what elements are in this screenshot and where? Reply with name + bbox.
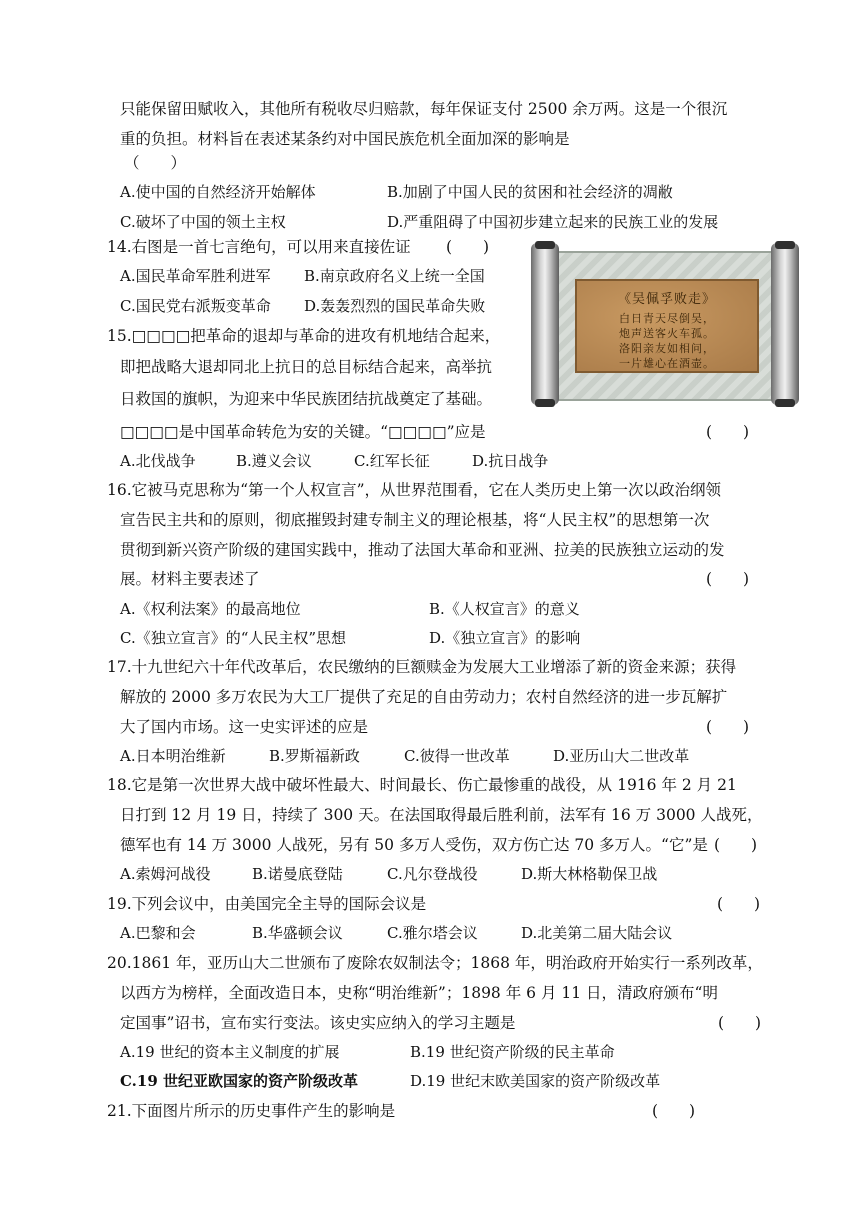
- q15-option-a: A.北伐战争: [120, 452, 196, 470]
- q14-option-c: C.国民党右派叛变革命: [120, 297, 271, 315]
- q14-answer-paren: ( ): [446, 238, 490, 256]
- poem-line-2: 炮声送客火车孤。: [619, 327, 715, 340]
- q19-option-c: C.雅尔塔会议: [387, 924, 478, 942]
- q19-option-b: B.华盛顿会议: [252, 924, 343, 942]
- q15-answer-paren: ( ): [706, 423, 750, 441]
- q15-option-c: C.红军长征: [354, 452, 430, 470]
- q20-option-d: D.19 世纪末欧美国家的资产阶级改革: [410, 1072, 661, 1090]
- q17-text-line-1: 17.十九世纪六十年代改革后，农民缴纳的巨额赎金为发展大工业增添了新的资金来源；获得: [107, 658, 737, 676]
- q20-text-line-1: 20.1861 年，亚历山大二世颁布了废除农奴制法令；1868 年，明治政府开始实行一系列改革，: [107, 954, 763, 972]
- q18-text-line-3: [120, 835, 758, 855]
- q19-option-d: D.北美第二届大陆会议: [521, 924, 673, 942]
- scroll-rod-right: [771, 243, 799, 405]
- q14-stem-text: 14.右图是一首七言绝句，可以用来直接佐证: [107, 238, 411, 256]
- q18-text-line-3-text: 德军也有 14 万 3000 人战死，另有 50 多万人受伤，双方伤亡达 70 多万人。“它”是: [120, 836, 708, 854]
- q17-text-line-2: 解放的 2000 多万农民为大工厂提供了充足的自由劳动力；农村自然经济的进一步瓦解扩: [120, 688, 728, 706]
- q13-option-b: B.加剧了中国人民的贫困和社会经济的凋敝: [387, 183, 673, 201]
- q17-option-a: A.日本明治维新: [120, 747, 226, 765]
- q19-option-a: A.巴黎和会: [120, 924, 196, 942]
- q16-text-line-4-text: 展。材料主要表述了: [120, 570, 260, 588]
- q19-answer-paren: ( ): [717, 895, 761, 913]
- q14-option-b: B.南京政府名义上统一全国: [304, 267, 485, 285]
- q15-text-line-2: 即把战略大退却同北上抗日的总目标结合起来，高举抗: [120, 358, 493, 376]
- q21-stem: [107, 1101, 696, 1121]
- q17-answer-paren: ( ): [706, 718, 750, 736]
- q21-answer-paren: ( ): [652, 1102, 696, 1120]
- q18-option-d: D.斯大林格勒保卫战: [521, 865, 658, 883]
- q17-text-line-3-text: 大了国内市场。这一史实评述的应是: [120, 718, 369, 736]
- q16-text-line-3: 贯彻到新兴资产阶级的建国实践中，推动了法国大革命和亚洲、拉美的民族独立运动的发: [120, 541, 725, 559]
- q15-text-line-4: [120, 422, 750, 442]
- poem-title: 《吴佩孚败走》: [617, 292, 716, 307]
- q16-option-b: B.《人权宣言》的意义: [429, 600, 580, 618]
- q15-text-line-1: 15.□□□□把革命的退却与革命的进攻有机地结合起来，: [107, 327, 501, 345]
- poem-panel: [575, 279, 759, 373]
- q13-option-a: A.使中国的自然经济开始解体: [120, 183, 316, 201]
- q15-option-b: B.遵义会议: [236, 452, 312, 470]
- q15-text-line-4-text: □□□□是中国革命转危为安的关键。“□□□□”应是: [120, 423, 486, 441]
- q18-option-b: B.诺曼底登陆: [252, 865, 343, 883]
- q16-option-a: A.《权利法案》的最高地位: [120, 600, 301, 618]
- q13-option-d: D.严重阻碍了中国初步建立起来的民族工业的发展: [387, 213, 719, 231]
- q14-stem: [107, 237, 490, 257]
- q14-option-d: D.轰轰烈烈的国民革命失败: [304, 297, 486, 315]
- poem-line-1: 白日青天尽倒吴，: [619, 312, 715, 325]
- q17-option-b: B.罗斯福新政: [269, 747, 360, 765]
- q16-text-line-1: 16.它被马克思称为“第一个人权宣言”，从世界范围看，它在人类历史上第一次以政治纲领: [107, 481, 722, 499]
- q17-text-line-3: [120, 717, 750, 737]
- q13-option-c: C.破坏了中国的领土主权: [120, 213, 286, 231]
- q20-answer-paren: ( ): [718, 1014, 762, 1032]
- q19-stem: [107, 894, 761, 914]
- q13-answer-paren: （ ）: [124, 154, 187, 172]
- q16-option-d: D.《独立宣言》的影响: [429, 629, 581, 647]
- q20-text-line-3: [120, 1013, 762, 1033]
- scroll-rod-left: [531, 243, 559, 405]
- q19-stem-text: 19.下列会议中，由美国完全主导的国际会议是: [107, 895, 427, 913]
- q13-text-line-1: 只能保留田赋收入，其他所有税收尽归赔款，每年保证支付 2500 余万两。这是一个很沉: [120, 100, 728, 118]
- q20-option-b: B.19 世纪资产阶级的民主革命: [410, 1043, 615, 1061]
- q18-option-c: C.凡尔登战役: [387, 865, 478, 883]
- q17-option-c: C.彼得一世改革: [404, 747, 510, 765]
- q15-option-d: D.抗日战争: [472, 452, 549, 470]
- q17-option-d: D.亚历山大二世改革: [553, 747, 690, 765]
- q18-answer-paren: ( ): [714, 836, 758, 854]
- poem-line-3: 洛阳亲友如相问，: [619, 342, 715, 355]
- q20-option-c: C.19 世纪亚欧国家的资产阶级改革: [120, 1072, 358, 1090]
- poem-line-4: 一片雄心在酒壶。: [619, 357, 715, 370]
- q21-stem-text: 21.下面图片所示的历史事件产生的影响是: [107, 1102, 396, 1120]
- q20-text-line-2: 以西方为榜样，全面改造日本，史称“明治维新”；1898 年 6 月 11 日，清政府颁布“明: [120, 984, 718, 1002]
- q18-option-a: A.索姆河战役: [120, 865, 211, 883]
- q16-answer-paren: ( ): [706, 570, 750, 588]
- q16-text-line-4: [120, 569, 750, 589]
- q15-text-line-3: 日救国的旗帜，为迎来中华民族团结抗战奠定了基础。: [120, 390, 493, 408]
- q13-text-line-2: 重的负担。材料旨在表述某条约对中国民族危机全面加深的影响是: [120, 130, 570, 148]
- scroll-paper: [557, 251, 773, 401]
- q14-option-a: A.国民革命军胜利进军: [120, 267, 271, 285]
- q20-option-a: A.19 世纪的资本主义制度的扩展: [120, 1043, 340, 1061]
- q20-text-line-3-text: 定国事”诏书，宣布实行变法。该史实应纳入的学习主题是: [120, 1014, 516, 1032]
- poem-scroll-image: [531, 243, 799, 405]
- q16-text-line-2: 宣告民主共和的原则，彻底摧毁封建专制主义的理论根基，将“人民主权”的思想第一次: [120, 511, 710, 529]
- q16-option-c: C.《独立宣言》的“人民主权”思想: [120, 629, 347, 647]
- q18-text-line-1: 18.它是第一次世界大战中破坏性最大、时间最长、伤亡最惨重的战役，从 1916 年 2 月 21: [107, 776, 737, 794]
- q18-text-line-2: 日打到 12 月 19 日，持续了 300 天。在法国取得最后胜利前，法军有 16 万 3000 人战死，: [120, 806, 763, 824]
